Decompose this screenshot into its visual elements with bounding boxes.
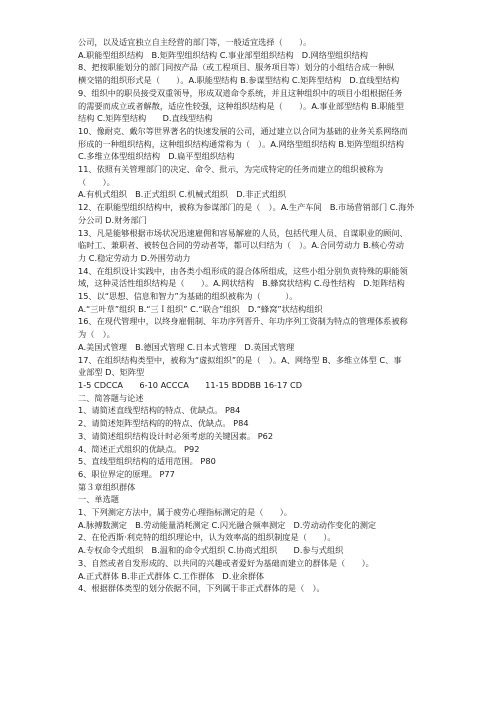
text-line: 4、根据群体类型的划分依据不同，下列属于非正式群体的是（ ）。 xyxy=(78,583,325,594)
text-line: 2、请简述矩阵型结构的的特点、优缺点。 P84 xyxy=(78,418,249,429)
text-line: 10、像耐克、戴尔等世界著名的快速发展的公司，通过建立以合同为基础的业务关系网络而 xyxy=(78,125,408,136)
text-line: 1、请简述直线型结构的特点、优缺点。 P84 xyxy=(78,405,241,416)
text-line: 3、请简述组织结构设计时必须考虑的关键因素。 P62 xyxy=(78,430,274,441)
text-line: A.脉搏数测定 B.劳动能量消耗测定 C.闪光融合频率测定 D.劳动动作变化的测定 xyxy=(78,519,377,530)
text-line: 的需要而成立或者解散，适应性较强，这种组织结构是（ ）。A.事业部型结构 B.职能型 xyxy=(78,100,404,111)
text-line: 域，这种灵活性组织结构是（ ）。A.网状结构 B.蜂窝状结构 C.母性结构 D.矩阵结构 xyxy=(78,278,405,289)
text-line: 8、把按职能划分的部门同按产品（或工程项目、服务项目等）划分的小组结合成一种纵 xyxy=(78,62,395,73)
text-line: 结构 C.矩阵型结构 D.直线型结构 xyxy=(78,113,213,124)
text-line: 9、组织中的职员接受双重领导，形成双道命令系统，并且这种组织中的项目小组根据任务 xyxy=(78,87,403,98)
text-line: A.专权命令式组织 B.温和的命令式组织 C.协商式组织 D.参与式组织 xyxy=(78,545,344,556)
text-line: 5、直线型组织结构的适用范围。 P80 xyxy=(78,456,216,467)
text-line: 11、依照有关管理部门的决定、命令、批示，为完成特定的任务而建立的组织被称为 xyxy=(78,164,384,175)
section-heading: 一、单选题 xyxy=(78,494,119,505)
text-line: 临时工、兼职者、被转包合同的劳动者等，都可以归结为（ ）。A.合同劳动力 B.核心劳动 xyxy=(78,240,404,251)
text-line: 14、在组织设计实践中，由各类小组形成的混合体所组成，这些小组分别负责特殊的职能领 xyxy=(78,265,408,276)
text-line: 15、以“思想、信息和智力”为基础的组织被称为（ ）。 xyxy=(78,291,298,302)
text-line: 形成的一种组织结构，这种组织结构通常称为（ ）。A.网络型组织结构 B.矩阵型组织结构 xyxy=(78,138,404,149)
text-line: 17、在组织结构类型中，被称为“虚拟组织”的是（ ）。A、网络型 B、多维立体型 C、事 xyxy=(78,354,402,365)
text-line: 业部型 D、矩阵型 xyxy=(78,367,145,378)
section-heading: 二、简答题与论述 xyxy=(78,392,144,403)
text-line: 横交错的组织形式是（ ）。A.职能型结构 B.参谋型结构 C.矩阵型结构 D.直线型结构 xyxy=(78,75,400,86)
text-line: A.职能型组织结构 B.矩阵型组织结构 C.事业部型组织结构 D.网络型组织结构 xyxy=(78,49,368,60)
text-line: 16、在现代管理中，以终身雇佣制、年功序列晋升、年功序列工资制为特点的管理体系被称 xyxy=(78,316,408,327)
text-line: 6、职位界定的原理。 P77 xyxy=(78,468,175,479)
text-line: A.正式群体 B.非正式群体 C.工作群体 D.业余群体 xyxy=(78,570,265,581)
text-line: 4、简述正式组织的优缺点。 P92 xyxy=(78,443,200,454)
text-line: 13、凡是能够根据市场状况迅速雇佣和容易解雇的人员，包括代理人员、自谋职业的顾问、 xyxy=(78,227,408,238)
text-line: 1、下列测定方法中，属于疲劳心理指标测定的是（ ）。 xyxy=(78,507,292,518)
text-line: 公司，以及适宜独立自主经营的部门等，一般适宜选择（ ）。 xyxy=(78,37,312,47)
answer-key-line: 1-5 CDCCA 6-10 ACCCA 11-15 BDDBB 16-17 CD xyxy=(78,379,303,390)
text-line: C.多维立体型组织结构 D.扁平型组织结构 xyxy=(78,151,235,162)
text-line: A.有机式组织 B.正式组织 C.机械式组织 D.非正式组织 xyxy=(78,189,287,200)
text-line: 力 C.稳定劳动力 D.外围劳动力 xyxy=(78,252,191,263)
text-line: 2、在伦西斯·利克特的组织理论中，认为效率高的组织制度是（ ）。 xyxy=(78,532,336,543)
text-line: （ ）。 xyxy=(78,176,115,187)
text-line: A.美国式管理 B.德国式管理 C.日本式管理 D.英国式管理 xyxy=(78,341,295,352)
chapter-heading: 第３章组织群体 xyxy=(78,481,136,492)
text-line: 分公司 D.财务部门 xyxy=(78,214,147,225)
text-line: A.“三叶草”组织 B.“三Ｉ组织” C.“联合”组织 D.“蜂窝”状结构组织 xyxy=(78,303,323,314)
text-line: 3、自然或者自发形成的、以共同的兴趣或者爱好为基础而建立的群体是（ ）。 xyxy=(78,557,374,568)
text-line: 为（ ）。 xyxy=(78,329,115,340)
text-line: 12、在职能型组织结构中，被称为参谋部门的是（ ）。A.生产车间 B.市场营销部门 C.海外 xyxy=(78,202,415,213)
